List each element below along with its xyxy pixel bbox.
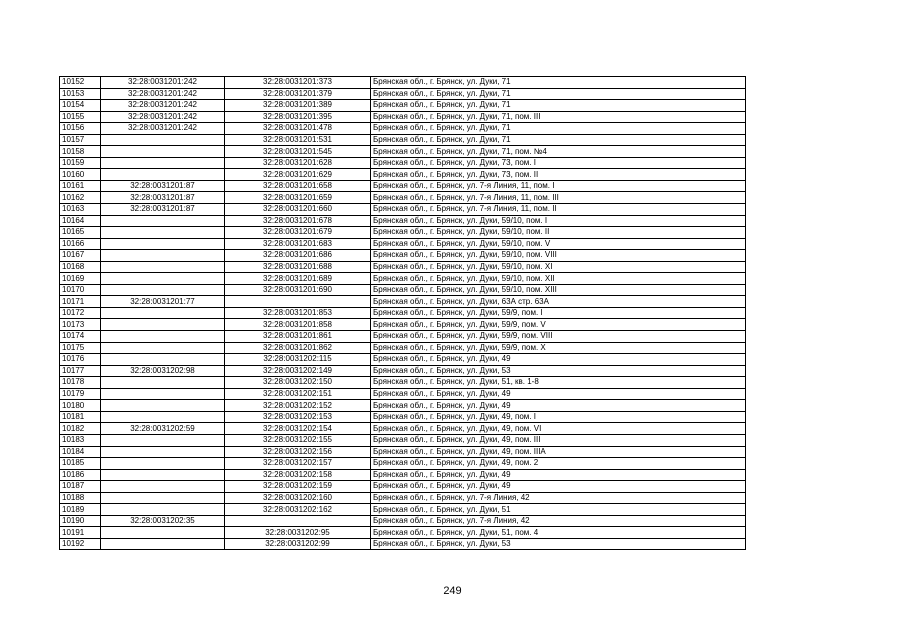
- cadastral-number-cell: 32:28:0031201:686: [225, 250, 371, 262]
- row-number-cell: 10190: [60, 515, 101, 527]
- address-cell: Брянская обл., г. Брянск, ул. Дуки, 71: [371, 88, 746, 100]
- cadastral-number-cell: 32:28:0031202:95: [225, 527, 371, 539]
- cadastral-number-cell: 32:28:0031201:679: [225, 227, 371, 239]
- row-number-cell: 10191: [60, 527, 101, 539]
- table-row: [60, 400, 746, 412]
- cadastral-number-cell: 32:28:0031202:152: [225, 400, 371, 412]
- address-cell: Брянская обл., г. Брянск, ул. Дуки, 49, пом. IIIА: [371, 446, 746, 458]
- parent-cadastral-cell: 32:28:0031201:242: [101, 111, 225, 123]
- table-row: [60, 227, 746, 239]
- table-row: [60, 388, 746, 400]
- table-row: [60, 77, 746, 89]
- row-number-cell: 10171: [60, 296, 101, 308]
- cadastral-number-cell: 32:28:0031201:853: [225, 307, 371, 319]
- address-cell: Брянская обл., г. Брянск, ул. Дуки, 59/10, пом. V: [371, 238, 746, 250]
- row-number-cell: 10158: [60, 146, 101, 158]
- table-row: [60, 88, 746, 100]
- address-cell: Брянская обл., г. Брянск, ул. 7-я Линия, 42: [371, 515, 746, 527]
- register-table: [59, 76, 746, 550]
- table-row: [60, 123, 746, 135]
- row-number-cell: 10165: [60, 227, 101, 239]
- address-cell: Брянская обл., г. Брянск, ул. Дуки, 59/10, пом. VIII: [371, 250, 746, 262]
- row-number-cell: 10170: [60, 284, 101, 296]
- parent-cadastral-cell: 32:28:0031202:98: [101, 365, 225, 377]
- parent-cadastral-cell: [101, 458, 225, 470]
- row-number-cell: 10192: [60, 538, 101, 550]
- address-cell: Брянская обл., г. Брянск, ул. Дуки, 49, пом. I: [371, 411, 746, 423]
- parent-cadastral-cell: [101, 250, 225, 262]
- parent-cadastral-cell: [101, 492, 225, 504]
- table-row: [60, 284, 746, 296]
- parent-cadastral-cell: 32:28:0031201:77: [101, 296, 225, 308]
- address-cell: Брянская обл., г. Брянск, ул. 7-я Линия, 11, пом. II: [371, 204, 746, 216]
- address-cell: Брянская обл., г. Брянск, ул. Дуки, 59/9, пом. V: [371, 319, 746, 331]
- row-number-cell: 10167: [60, 250, 101, 262]
- parent-cadastral-cell: [101, 261, 225, 273]
- address-cell: Брянская обл., г. Брянск, ул. Дуки, 73, пом. II: [371, 169, 746, 181]
- parent-cadastral-cell: [101, 342, 225, 354]
- table-row: [60, 319, 746, 331]
- table-row: [60, 146, 746, 158]
- row-number-cell: 10183: [60, 434, 101, 446]
- parent-cadastral-cell: 32:28:0031201:87: [101, 192, 225, 204]
- row-number-cell: 10184: [60, 446, 101, 458]
- parent-cadastral-cell: [101, 331, 225, 343]
- row-number-cell: 10159: [60, 157, 101, 169]
- parent-cadastral-cell: [101, 354, 225, 366]
- parent-cadastral-cell: 32:28:0031201:242: [101, 77, 225, 89]
- row-number-cell: 10180: [60, 400, 101, 412]
- table-row: [60, 377, 746, 389]
- cadastral-number-cell: 32:28:0031202:150: [225, 377, 371, 389]
- row-number-cell: 10155: [60, 111, 101, 123]
- table-row: [60, 469, 746, 481]
- table-row: [60, 296, 746, 308]
- table-row: [60, 261, 746, 273]
- parent-cadastral-cell: [101, 446, 225, 458]
- address-cell: Брянская обл., г. Брянск, ул. Дуки, 49, пом. III: [371, 434, 746, 446]
- parent-cadastral-cell: [101, 273, 225, 285]
- address-cell: Брянская обл., г. Брянск, ул. Дуки, 49: [371, 400, 746, 412]
- table-row: [60, 538, 746, 550]
- parent-cadastral-cell: [101, 227, 225, 239]
- cadastral-number-cell: 32:28:0031202:158: [225, 469, 371, 481]
- parent-cadastral-cell: 32:28:0031202:35: [101, 515, 225, 527]
- address-cell: Брянская обл., г. Брянск, ул. Дуки, 59/9, пом. VIII: [371, 331, 746, 343]
- address-cell: Брянская обл., г. Брянск, ул. Дуки, 51, кв. 1-8: [371, 377, 746, 389]
- cadastral-number-cell: 32:28:0031201:683: [225, 238, 371, 250]
- cadastral-number-cell: 32:28:0031202:153: [225, 411, 371, 423]
- row-number-cell: 10162: [60, 192, 101, 204]
- address-cell: Брянская обл., г. Брянск, ул. Дуки, 73, пом. I: [371, 157, 746, 169]
- address-cell: Брянская обл., г. Брянск, ул. Дуки, 63А стр. 63А: [371, 296, 746, 308]
- address-cell: Брянская обл., г. Брянск, ул. Дуки, 53: [371, 365, 746, 377]
- row-number-cell: 10186: [60, 469, 101, 481]
- row-number-cell: 10178: [60, 377, 101, 389]
- row-number-cell: 10176: [60, 354, 101, 366]
- address-cell: Брянская обл., г. Брянск, ул. Дуки, 49: [371, 481, 746, 493]
- parent-cadastral-cell: [101, 504, 225, 516]
- table-row: [60, 504, 746, 516]
- cadastral-number-cell: 32:28:0031202:154: [225, 423, 371, 435]
- row-number-cell: 10187: [60, 481, 101, 493]
- row-number-cell: 10174: [60, 331, 101, 343]
- address-cell: Брянская обл., г. Брянск, ул. Дуки, 59/9, пом. I: [371, 307, 746, 319]
- parent-cadastral-cell: [101, 319, 225, 331]
- cadastral-number-cell: [225, 515, 371, 527]
- table-row: [60, 481, 746, 493]
- table-row: [60, 204, 746, 216]
- cadastral-number-cell: 32:28:0031202:149: [225, 365, 371, 377]
- parent-cadastral-cell: [101, 134, 225, 146]
- table-row: [60, 169, 746, 181]
- row-number-cell: 10164: [60, 215, 101, 227]
- row-number-cell: 10177: [60, 365, 101, 377]
- cadastral-number-cell: 32:28:0031202:157: [225, 458, 371, 470]
- cadastral-number-cell: 32:28:0031201:862: [225, 342, 371, 354]
- cadastral-number-cell: 32:28:0031201:658: [225, 180, 371, 192]
- table-row: [60, 238, 746, 250]
- parent-cadastral-cell: [101, 146, 225, 158]
- address-cell: Брянская обл., г. Брянск, ул. 7-я Линия, 11, пом. I: [371, 180, 746, 192]
- table-row: [60, 423, 746, 435]
- address-cell: Брянская обл., г. Брянск, ул. Дуки, 49: [371, 354, 746, 366]
- cadastral-number-cell: 32:28:0031201:858: [225, 319, 371, 331]
- row-number-cell: 10157: [60, 134, 101, 146]
- table-row: [60, 157, 746, 169]
- address-cell: Брянская обл., г. Брянск, ул. Дуки, 71: [371, 77, 746, 89]
- table-row: [60, 215, 746, 227]
- parent-cadastral-cell: [101, 169, 225, 181]
- table-row: [60, 331, 746, 343]
- table-row: [60, 365, 746, 377]
- address-cell: Брянская обл., г. Брянск, ул. Дуки, 49: [371, 388, 746, 400]
- address-cell: Брянская обл., г. Брянск, ул. Дуки, 71: [371, 134, 746, 146]
- register-table-body: [60, 77, 746, 550]
- parent-cadastral-cell: 32:28:0031201:242: [101, 123, 225, 135]
- table-row: [60, 192, 746, 204]
- parent-cadastral-cell: [101, 411, 225, 423]
- cadastral-number-cell: [225, 296, 371, 308]
- cadastral-number-cell: 32:28:0031202:159: [225, 481, 371, 493]
- table-row: [60, 111, 746, 123]
- table-row: [60, 250, 746, 262]
- address-cell: Брянская обл., г. Брянск, ул. Дуки, 51: [371, 504, 746, 516]
- parent-cadastral-cell: 32:28:0031201:87: [101, 204, 225, 216]
- row-number-cell: 10179: [60, 388, 101, 400]
- cadastral-number-cell: 32:28:0031202:115: [225, 354, 371, 366]
- cadastral-number-cell: 32:28:0031201:395: [225, 111, 371, 123]
- row-number-cell: 10161: [60, 180, 101, 192]
- address-cell: Брянская обл., г. Брянск, ул. Дуки, 49, пом. VI: [371, 423, 746, 435]
- cadastral-number-cell: 32:28:0031201:659: [225, 192, 371, 204]
- row-number-cell: 10152: [60, 77, 101, 89]
- parent-cadastral-cell: [101, 400, 225, 412]
- row-number-cell: 10175: [60, 342, 101, 354]
- row-number-cell: 10153: [60, 88, 101, 100]
- row-number-cell: 10182: [60, 423, 101, 435]
- table-row: [60, 492, 746, 504]
- cadastral-number-cell: 32:28:0031201:379: [225, 88, 371, 100]
- table-row: [60, 307, 746, 319]
- cadastral-number-cell: 32:28:0031202:151: [225, 388, 371, 400]
- parent-cadastral-cell: [101, 157, 225, 169]
- cadastral-number-cell: 32:28:0031201:688: [225, 261, 371, 273]
- address-cell: Брянская обл., г. Брянск, ул. Дуки, 49, пом. 2: [371, 458, 746, 470]
- cadastral-number-cell: 32:28:0031201:628: [225, 157, 371, 169]
- cadastral-number-cell: 32:28:0031201:660: [225, 204, 371, 216]
- address-cell: Брянская обл., г. Брянск, ул. Дуки, 51, пом. 4: [371, 527, 746, 539]
- parent-cadastral-cell: 32:28:0031202:59: [101, 423, 225, 435]
- table-row: [60, 134, 746, 146]
- parent-cadastral-cell: [101, 307, 225, 319]
- table-row: [60, 434, 746, 446]
- cadastral-number-cell: 32:28:0031201:531: [225, 134, 371, 146]
- parent-cadastral-cell: [101, 527, 225, 539]
- row-number-cell: 10185: [60, 458, 101, 470]
- cadastral-number-cell: 32:28:0031201:629: [225, 169, 371, 181]
- table-row: [60, 354, 746, 366]
- parent-cadastral-cell: [101, 284, 225, 296]
- parent-cadastral-cell: [101, 238, 225, 250]
- address-cell: Брянская обл., г. Брянск, ул. Дуки, 59/10, пом. I: [371, 215, 746, 227]
- address-cell: Брянская обл., г. Брянск, ул. Дуки, 59/9, пом. X: [371, 342, 746, 354]
- cadastral-number-cell: 32:28:0031202:155: [225, 434, 371, 446]
- cadastral-number-cell: 32:28:0031201:545: [225, 146, 371, 158]
- parent-cadastral-cell: [101, 469, 225, 481]
- address-cell: Брянская обл., г. Брянск, ул. Дуки, 49: [371, 469, 746, 481]
- row-number-cell: 10188: [60, 492, 101, 504]
- table-row: [60, 100, 746, 112]
- address-cell: Брянская обл., г. Брянск, ул. Дуки, 71: [371, 123, 746, 135]
- cadastral-number-cell: 32:28:0031201:373: [225, 77, 371, 89]
- cadastral-number-cell: 32:28:0031202:160: [225, 492, 371, 504]
- address-cell: Брянская обл., г. Брянск, ул. Дуки, 53: [371, 538, 746, 550]
- row-number-cell: 10163: [60, 204, 101, 216]
- table-row: [60, 342, 746, 354]
- parent-cadastral-cell: [101, 377, 225, 389]
- address-cell: Брянская обл., г. Брянск, ул. Дуки, 59/10, пом. II: [371, 227, 746, 239]
- cadastral-number-cell: 32:28:0031201:478: [225, 123, 371, 135]
- row-number-cell: 10154: [60, 100, 101, 112]
- parent-cadastral-cell: 32:28:0031201:87: [101, 180, 225, 192]
- parent-cadastral-cell: [101, 388, 225, 400]
- row-number-cell: 10156: [60, 123, 101, 135]
- table-row: [60, 527, 746, 539]
- row-number-cell: 10189: [60, 504, 101, 516]
- table-row: [60, 180, 746, 192]
- address-cell: Брянская обл., г. Брянск, ул. Дуки, 59/10, пом. XIII: [371, 284, 746, 296]
- row-number-cell: 10181: [60, 411, 101, 423]
- cadastral-number-cell: 32:28:0031201:389: [225, 100, 371, 112]
- cadastral-number-cell: 32:28:0031202:99: [225, 538, 371, 550]
- row-number-cell: 10173: [60, 319, 101, 331]
- address-cell: Брянская обл., г. Брянск, ул. 7-я Линия, 42: [371, 492, 746, 504]
- row-number-cell: 10166: [60, 238, 101, 250]
- address-cell: Брянская обл., г. Брянск, ул. Дуки, 71, пом. III: [371, 111, 746, 123]
- table-row: [60, 458, 746, 470]
- cadastral-number-cell: 32:28:0031202:162: [225, 504, 371, 516]
- address-cell: Брянская обл., г. Брянск, ул. Дуки, 71: [371, 100, 746, 112]
- cadastral-number-cell: 32:28:0031201:690: [225, 284, 371, 296]
- parent-cadastral-cell: [101, 481, 225, 493]
- parent-cadastral-cell: [101, 215, 225, 227]
- table-row: [60, 446, 746, 458]
- parent-cadastral-cell: [101, 538, 225, 550]
- table-row: [60, 515, 746, 527]
- table-row: [60, 273, 746, 285]
- cadastral-number-cell: 32:28:0031202:156: [225, 446, 371, 458]
- address-cell: Брянская обл., г. Брянск, ул. Дуки, 59/10, пом. XI: [371, 261, 746, 273]
- parent-cadastral-cell: 32:28:0031201:242: [101, 88, 225, 100]
- row-number-cell: 10168: [60, 261, 101, 273]
- parent-cadastral-cell: 32:28:0031201:242: [101, 100, 225, 112]
- parent-cadastral-cell: [101, 434, 225, 446]
- address-cell: Брянская обл., г. Брянск, ул. 7-я Линия, 11, пом. III: [371, 192, 746, 204]
- table-row: [60, 411, 746, 423]
- cadastral-number-cell: 32:28:0031201:678: [225, 215, 371, 227]
- cadastral-number-cell: 32:28:0031201:689: [225, 273, 371, 285]
- address-cell: Брянская обл., г. Брянск, ул. Дуки, 59/10, пом. XII: [371, 273, 746, 285]
- address-cell: Брянская обл., г. Брянск, ул. Дуки, 71, пом. №4: [371, 146, 746, 158]
- page-number: 249: [443, 585, 462, 597]
- cadastral-number-cell: 32:28:0031201:861: [225, 331, 371, 343]
- row-number-cell: 10169: [60, 273, 101, 285]
- row-number-cell: 10160: [60, 169, 101, 181]
- row-number-cell: 10172: [60, 307, 101, 319]
